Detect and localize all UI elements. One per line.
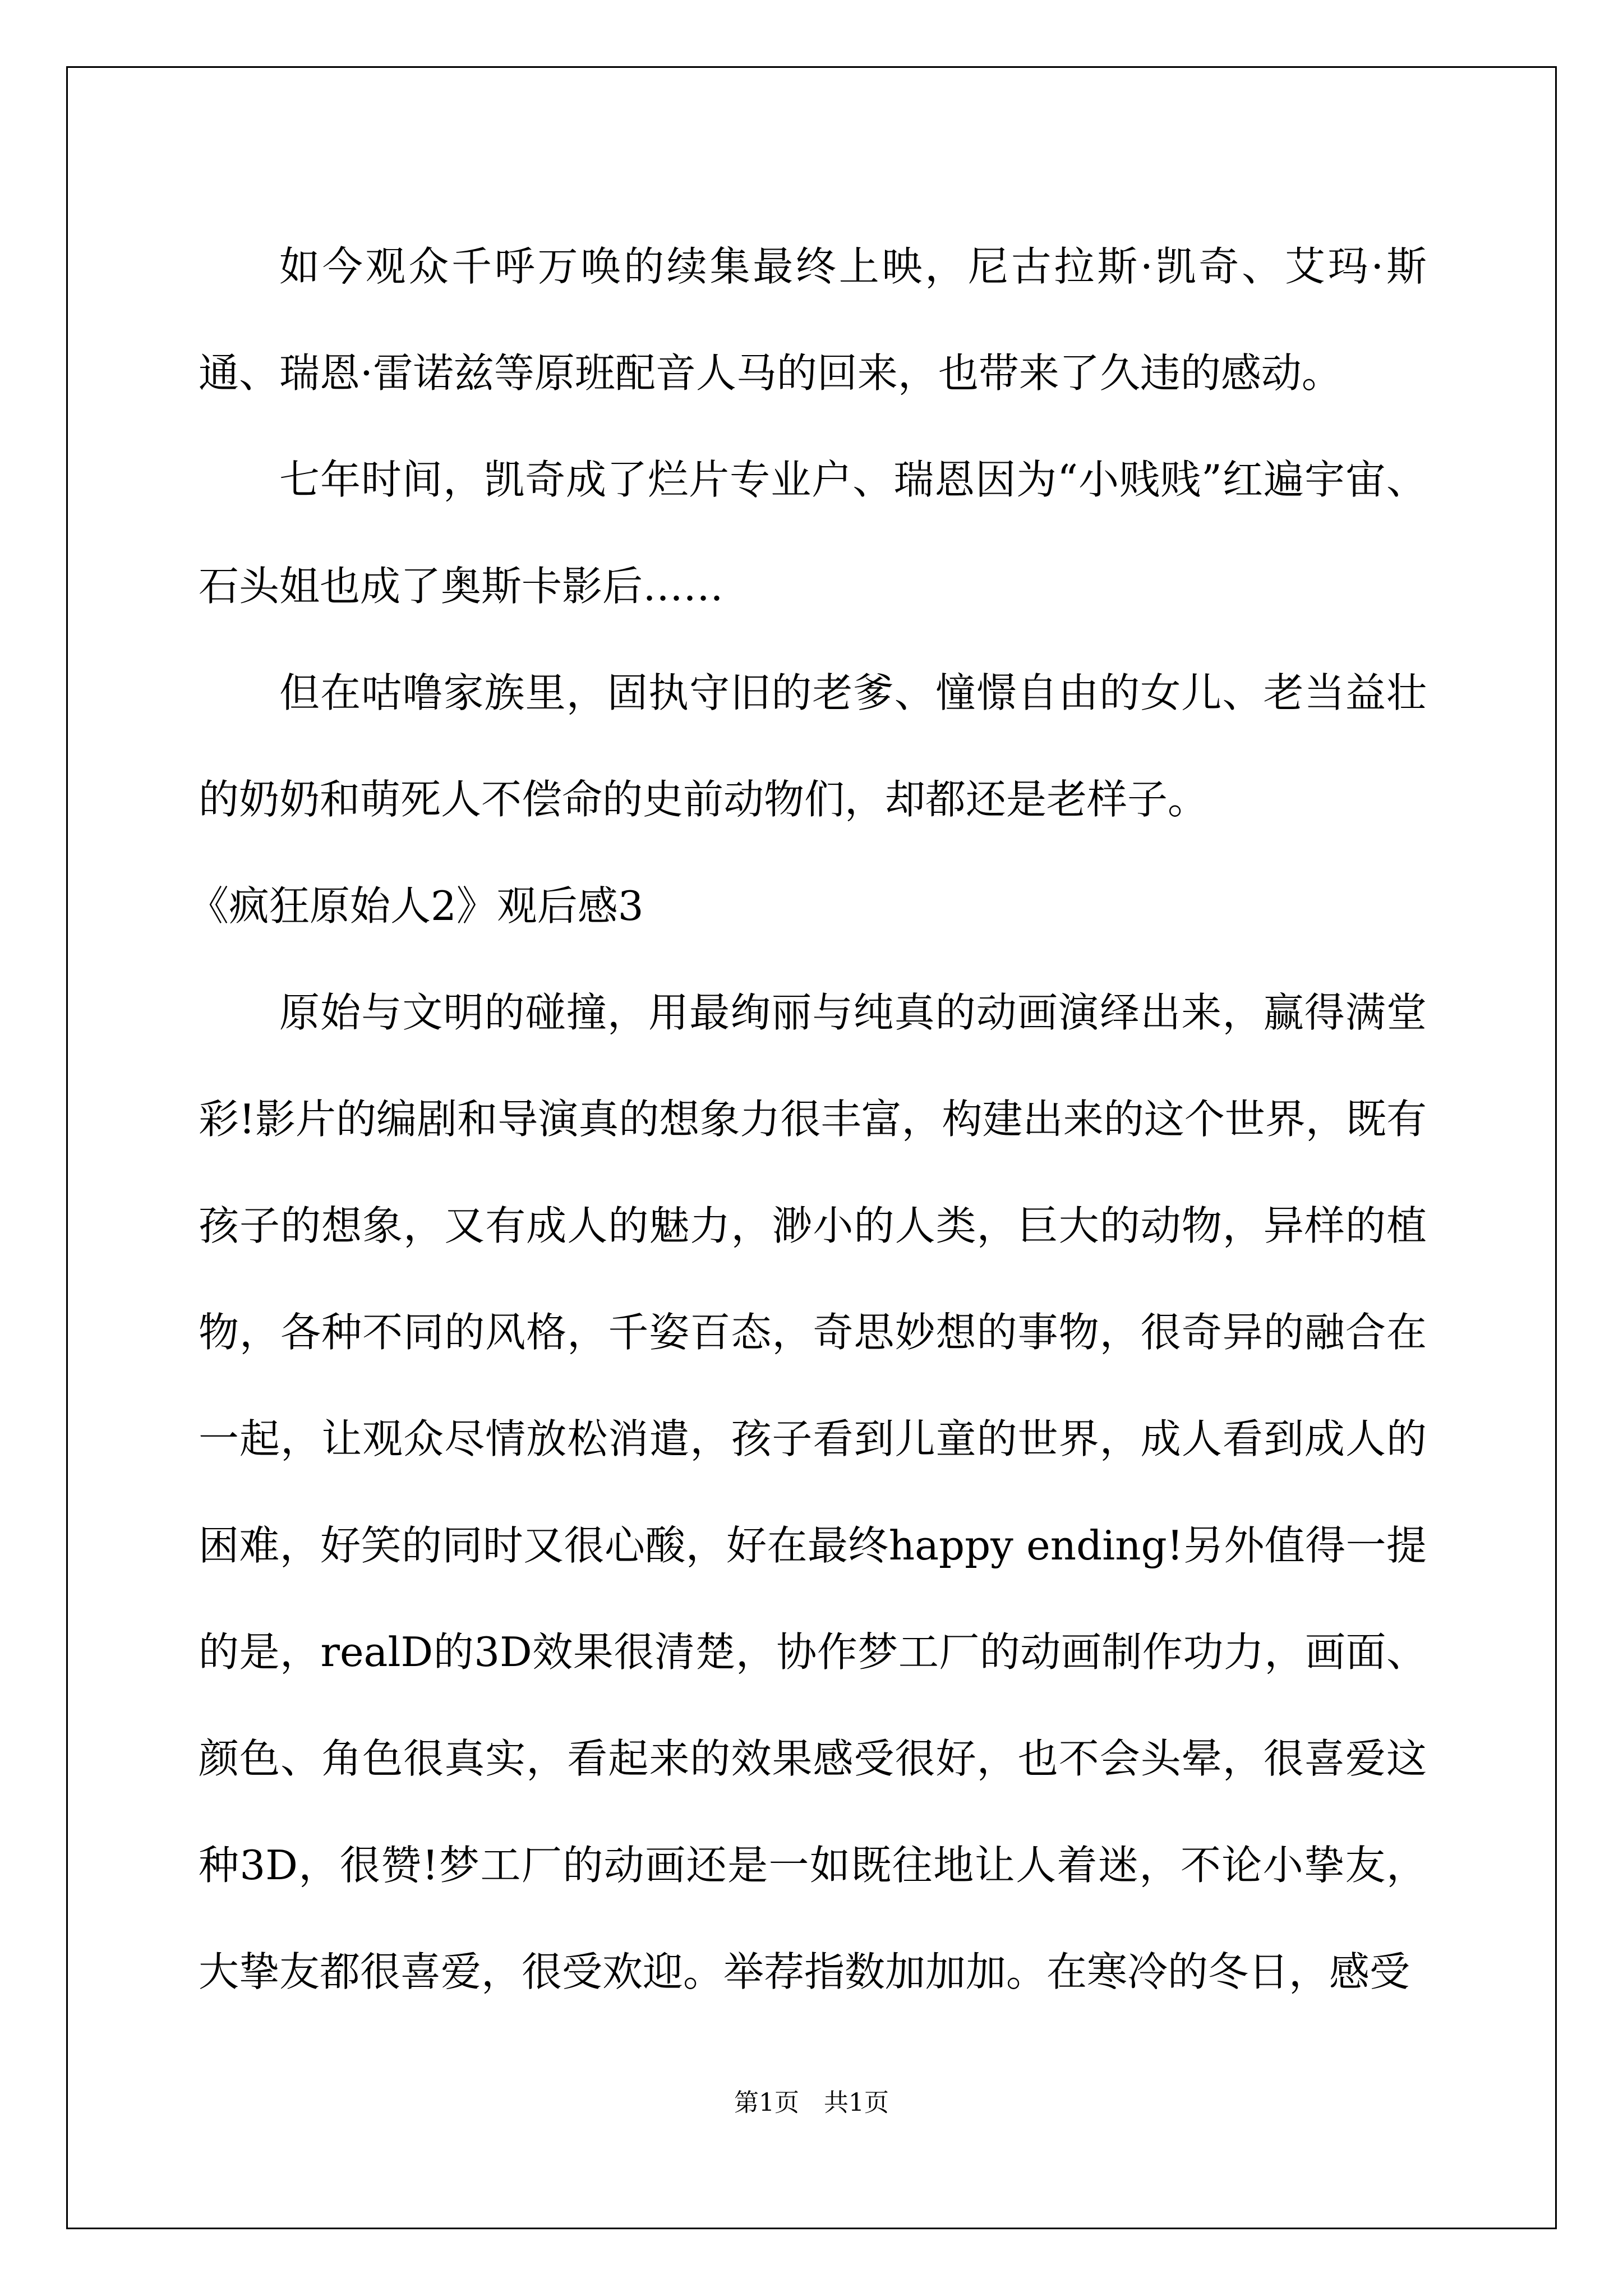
section-heading: 《疯狂原始人2》观后感3 bbox=[188, 882, 644, 930]
paragraph-sequel-release: 如今观众千呼万唤的续集最终上映，尼古拉斯·凯奇、艾玛·斯通、瑞恩·雷诺兹等原班配音人马的回来，也带来了久违的感动。 bbox=[199, 243, 1427, 397]
paragraph-croods-family: 但在咕噜家族里，固执守旧的老爹、憧憬自由的女儿、老当益壮的奶奶和萌死人不偿命的史前动物们，却都还是老样子。 bbox=[199, 669, 1427, 823]
document-body bbox=[188, 213, 1427, 2025]
page-number: 第1页 bbox=[734, 2088, 799, 2117]
paragraph-review-body: 原始与文明的碰撞，用最绚丽与纯真的动画演绎出来，赢得满堂彩!影片的编剧和导演真的想象力很丰富，构建出来的这个世界，既有孩子的想象，又有成人的魅力，渺小的人类，巨大的动物，异样的植物，各种不同的风格，千姿百态，奇思妙想的事物，很奇异的融合在一起，让观众尽情放松消遣，孩子看到儿童的世界，成人看到成人的困难，好笑的同时又很心酸，好在最终happy ending!另外值得一提的是，realD的3D效果很清楚，协作梦工厂的动画制作功力，画面、颜色、角色很真实，看起来的效果感受很好，也不会头晕，很喜爱这种3D，很赞!梦工厂的动画还是一如既往地让人着迷，不论小挚友，大挚友都很喜爱，很受欢迎。举荐指数加加加。在寒冷的冬日，感受 bbox=[199, 989, 1427, 1995]
page-total: 共1页 bbox=[824, 2088, 889, 2117]
paragraph-seven-years: 七年时间，凯奇成了烂片专业户、瑞恩因为“小贱贱”红遍宇宙、石头姐也成了奥斯卡影后…… bbox=[199, 456, 1427, 610]
page-footer bbox=[0, 2082, 1623, 2118]
